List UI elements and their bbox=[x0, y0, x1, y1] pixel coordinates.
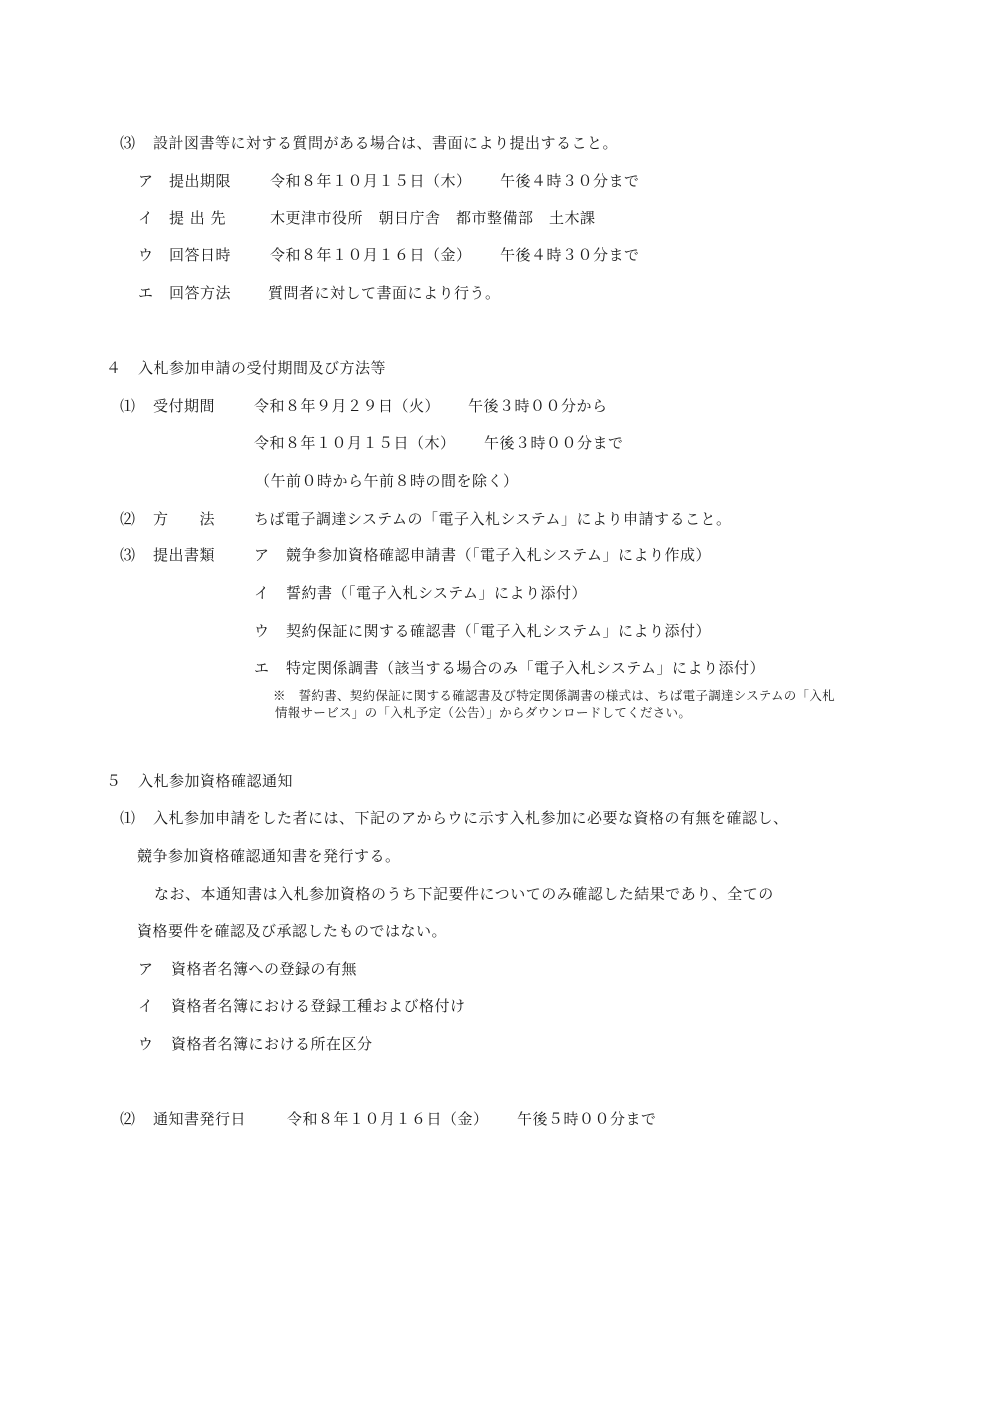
subsection-label: 方 法 bbox=[153, 510, 216, 528]
document-item: 誓約書（「電子入札システム」により添付） bbox=[286, 584, 588, 602]
item-marker: エ bbox=[254, 659, 270, 677]
subsection-number: ⑵ bbox=[120, 1110, 136, 1128]
subsection-label: 受付期間 bbox=[153, 397, 216, 415]
subsection-number: ⑶ bbox=[120, 546, 136, 564]
documents-note-line-1: ※ 誓約書、契約保証に関する確認書及び特定関係調書の様式は、ちば電子調達システムの「入札 bbox=[273, 688, 835, 703]
item-label: 提 出 先 bbox=[169, 209, 227, 227]
notice-paragraph-line-4: 資格要件を確認及び承認したものではない。 bbox=[137, 922, 448, 940]
item-marker: イ bbox=[138, 997, 154, 1015]
requirement-text: 資格者名簿における所在区分 bbox=[171, 1035, 373, 1053]
section-number: ４ bbox=[106, 359, 122, 377]
document-item: 契約保証に関する確認書（「電子入札システム」により添付） bbox=[286, 622, 712, 640]
subsection-number: ⑶ bbox=[120, 134, 136, 152]
item-marker: ア bbox=[138, 960, 154, 978]
reception-period-note: （午前０時から午前８時の間を除く） bbox=[255, 472, 519, 490]
period-end-time: 午後３時００分まで bbox=[484, 434, 624, 452]
subsection-number: ⑵ bbox=[120, 510, 136, 528]
item-label: 回答日時 bbox=[169, 246, 232, 264]
method-value: ちば電子調達システムの「電子入札システム」により申請すること。 bbox=[254, 510, 732, 528]
subsection-title: 設計図書等に対する質問がある場合は、書面により提出すること。 bbox=[153, 134, 619, 152]
section-title: 入札参加申請の受付期間及び方法等 bbox=[138, 359, 387, 377]
documents-note-line-2: 情報サービス」の「入札予定（公告）」からダウンロードしてください。 bbox=[275, 705, 692, 720]
requirement-text: 資格者名簿における登録工種および格付け bbox=[171, 997, 466, 1015]
period-start-date: 令和８年９月２９日（火） bbox=[254, 397, 441, 415]
document-item: 特定関係調書（該当する場合のみ「電子入札システム」により添付） bbox=[286, 659, 766, 677]
item-label: 回答方法 bbox=[169, 284, 232, 302]
document-item: 競争参加資格確認申請書（「電子入札システム」により作成） bbox=[286, 546, 712, 564]
item-marker: ア bbox=[254, 546, 270, 564]
item-marker: ウ bbox=[138, 1035, 154, 1053]
period-end-date: 令和８年１０月１５日（木） bbox=[254, 434, 456, 452]
item-date: 令和８年１０月１５日（木） bbox=[270, 172, 472, 190]
period-start-time: 午後３時００分から bbox=[468, 397, 608, 415]
item-date: 令和８年１０月１６日（金） bbox=[270, 246, 472, 264]
issue-date: 令和８年１０月１６日（金） bbox=[287, 1110, 489, 1128]
item-marker: ア bbox=[138, 172, 154, 190]
issue-time: 午後５時００分まで bbox=[517, 1110, 657, 1128]
item-marker: エ bbox=[138, 284, 154, 302]
item-marker: ウ bbox=[138, 246, 154, 264]
paragraph-text: 入札参加申請をした者には、下記のアからウに示す入札参加に必要な資格の有無を確認し、 bbox=[153, 809, 789, 827]
item-value: 質問者に対して書面により行う。 bbox=[268, 284, 501, 302]
item-time: 午後４時３０分まで bbox=[500, 172, 640, 190]
section-number: ５ bbox=[106, 772, 122, 790]
item-label: 提出期限 bbox=[169, 172, 232, 190]
item-value: 木更津市役所 朝日庁舎 都市整備部 土木課 bbox=[270, 209, 596, 227]
item-marker: ウ bbox=[254, 622, 270, 640]
subsection-label: 通知書発行日 bbox=[153, 1110, 247, 1128]
item-time: 午後４時３０分まで bbox=[500, 246, 640, 264]
requirement-text: 資格者名簿への登録の有無 bbox=[171, 960, 358, 978]
subsection-label: 提出書類 bbox=[153, 546, 216, 564]
notice-paragraph-line-2: 競争参加資格確認通知書を発行する。 bbox=[137, 847, 401, 865]
notice-paragraph-line-3: なお、本通知書は入札参加資格のうち下記要件についてのみ確認した結果であり、全ての bbox=[154, 885, 774, 903]
subsection-number: ⑴ bbox=[120, 809, 136, 827]
item-marker: イ bbox=[254, 584, 270, 602]
item-marker: イ bbox=[138, 209, 154, 227]
subsection-number: ⑴ bbox=[120, 397, 136, 415]
section-title: 入札参加資格確認通知 bbox=[138, 772, 294, 790]
